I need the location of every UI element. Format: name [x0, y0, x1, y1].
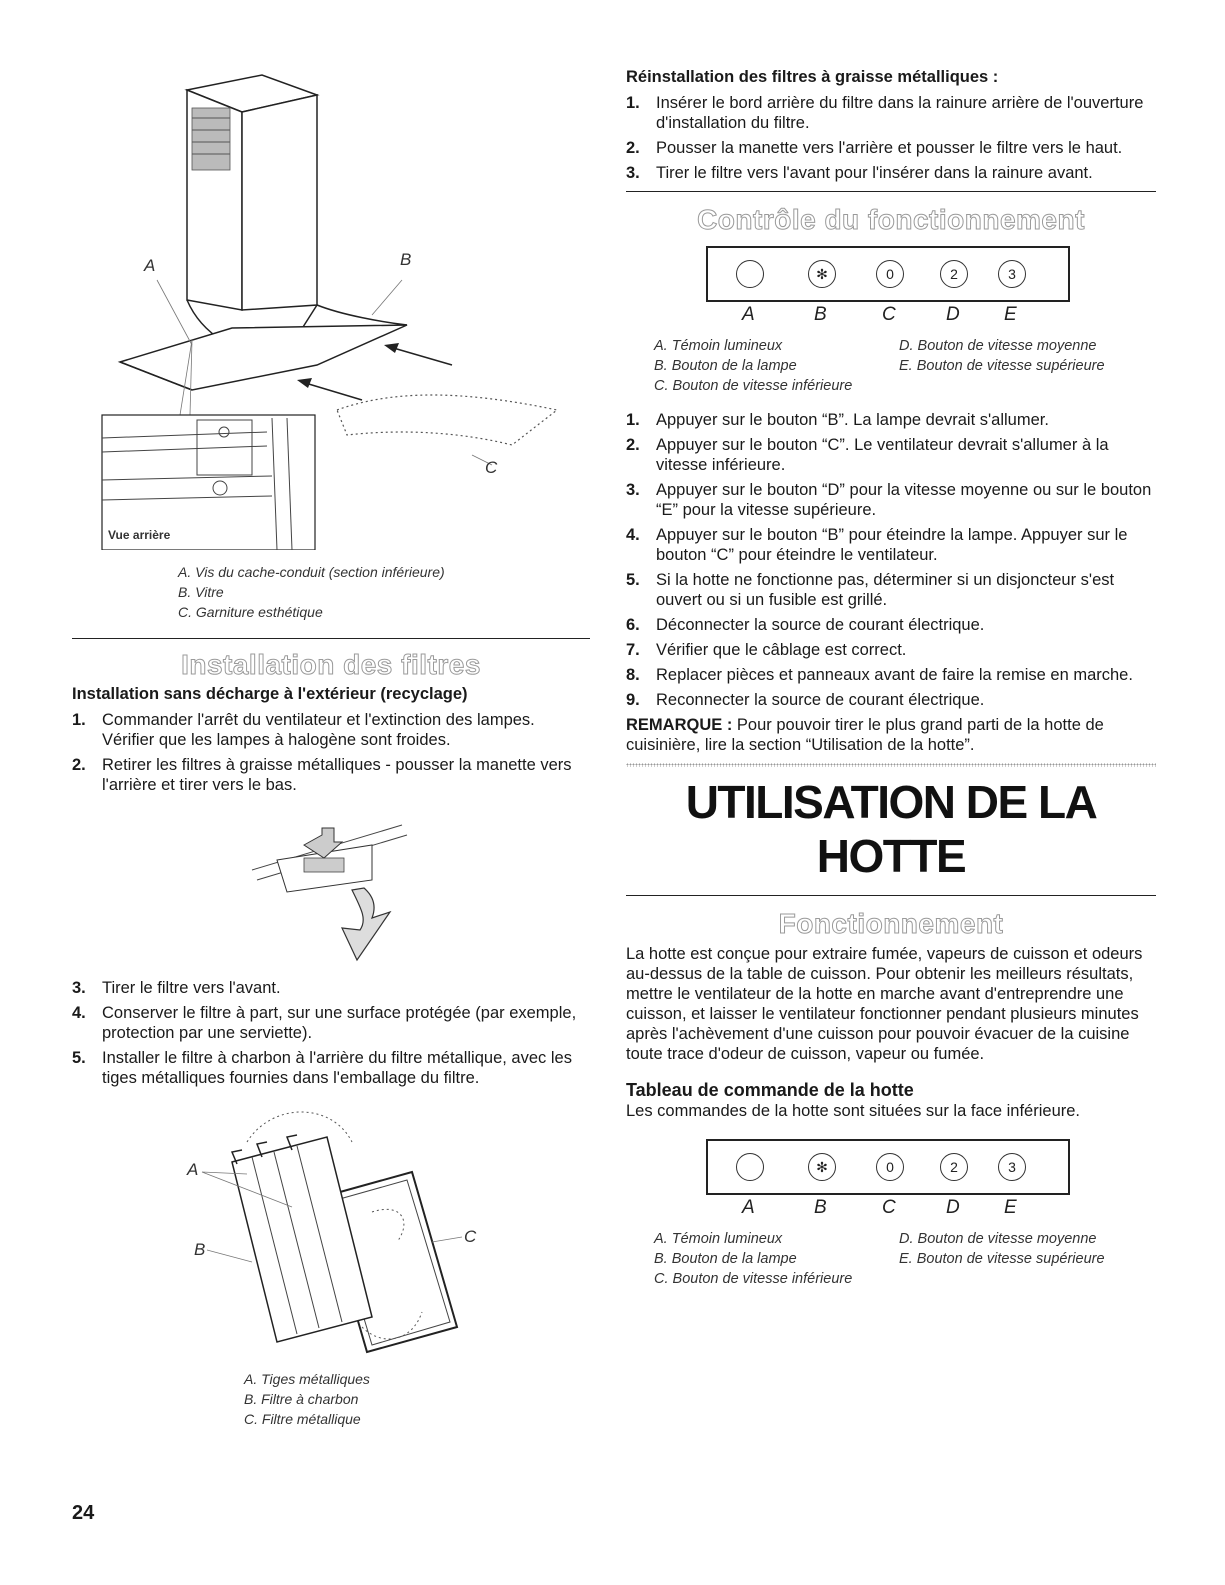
step-number: 5. [626, 571, 640, 589]
reinstall-steps [626, 93, 1156, 183]
control-section-title: Contrôle du fonctionnement [697, 204, 1085, 235]
filters-section-title: Installation des filtres [181, 649, 481, 680]
step-text: Reconnecter la source de courant électrique. [656, 691, 985, 709]
filters-steps-a [72, 710, 590, 795]
list-item [626, 138, 1156, 158]
control-steps [626, 410, 1156, 710]
control-note [626, 715, 1156, 755]
panel-letter: C [882, 304, 896, 325]
step-number: 2. [626, 436, 640, 454]
legend-line: B. Bouton de la lampe [654, 358, 797, 374]
step-text: Retirer les filtres à graisse métalliques - pousser la manette vers l'arrière et tirer vers le bas. [102, 756, 572, 794]
legend-col1 [654, 1229, 899, 1289]
step-text: Vérifier que le câblage est correct. [656, 641, 907, 659]
list-item [626, 640, 1156, 660]
control-legend [654, 336, 1156, 396]
list-item [626, 570, 1156, 610]
caption-line: B. Vitre [178, 584, 224, 600]
section-divider [626, 191, 1156, 192]
legend-line: C. Bouton de vitesse inférieure [654, 1271, 853, 1287]
dotted-divider [626, 763, 1156, 767]
panel-letter: B [814, 1197, 827, 1218]
step-number: 2. [626, 139, 640, 157]
step-text: Insérer le bord arrière du filtre dans la rainure arrière de l'ouverture d'installation du filtre. [656, 94, 1144, 132]
step-text: Appuyer sur le bouton “B”. La lampe devrait s'allumer. [656, 411, 1049, 429]
step-text: Si la hotte ne fonctionne pas, déterminer si un disjoncteur s'est ouvert ou si un fusible est grillé. [656, 571, 1115, 609]
legend-line: D. Bouton de vitesse moyenne [899, 1231, 1097, 1247]
hood-illustration [72, 60, 590, 550]
low-speed-button[interactable]: 0 [876, 1153, 904, 1181]
step-number: 8. [626, 666, 640, 684]
step-text: Appuyer sur le bouton “B” pour éteindre la lampe. Appuyer sur le bouton “C” pour éteindre le ventilateur. [656, 526, 1128, 564]
legend-line: C. Bouton de vitesse inférieure [654, 378, 853, 394]
step-number: 5. [72, 1049, 86, 1067]
step-text: Déconnecter la source de courant électrique. [656, 616, 985, 634]
step-number: 2. [72, 756, 86, 774]
step-number: 3. [626, 481, 640, 499]
list-item [626, 93, 1156, 133]
step-text: Tirer le filtre vers l'avant. [102, 979, 281, 997]
caption-line: C. Garniture esthétique [178, 604, 323, 620]
step-number: 6. [626, 616, 640, 634]
step-text: Replacer pièces et panneaux avant de faire la remise en marche. [656, 666, 1133, 684]
step-text: Tirer le filtre vers l'avant pour l'insérer dans la rainure avant. [656, 164, 1093, 182]
step-number: 4. [72, 1004, 86, 1022]
step-number: 1. [626, 94, 640, 112]
legend-col2 [899, 1229, 1105, 1289]
section-divider [72, 638, 590, 639]
low-speed-button[interactable]: 0 [876, 260, 904, 288]
step-number: 1. [626, 411, 640, 429]
hood-diagram [72, 60, 590, 550]
caption-line: A. Vis du cache-conduit (section inférieure) [178, 564, 445, 580]
caption-line: B. Filtre à charbon [244, 1391, 359, 1407]
list-item [626, 163, 1156, 183]
note-label: REMARQUE : [626, 716, 733, 734]
panel-letter: E [1004, 1197, 1017, 1218]
usage-legend [654, 1229, 1156, 1289]
medium-speed-button[interactable]: 2 [940, 260, 968, 288]
label-b: B [400, 250, 412, 269]
step-text: Commander l'arrêt du ventilateur et l'extinction des lampes. Vérifier que les lampes à halogène sont froides. [102, 711, 535, 749]
usage-title: UTILISATION DE LA HOTTE [685, 776, 1097, 882]
lamp-button[interactable]: ✻ [808, 260, 836, 288]
legend-line: A. Témoin lumineux [654, 1231, 783, 1247]
table-text: Les commandes de la hotte sont situées sur la face inférieure. [626, 1102, 1080, 1120]
list-item [72, 978, 590, 998]
note-text: Pour pouvoir tirer le plus grand parti de la hotte de cuisinière, lire la section “Utilisation de la hotte”. [626, 716, 1104, 754]
step-text: Appuyer sur le bouton “D” pour la vitesse moyenne ou sur le bouton “E” pour la vitesse supérieure. [656, 481, 1152, 519]
list-item [626, 665, 1156, 685]
list-item [72, 710, 590, 750]
step-text: Appuyer sur le bouton “C”. Le ventilateur devrait s'allumer à la vitesse inférieure. [656, 436, 1109, 474]
filter-removal-diagram [72, 800, 590, 978]
legend-line: D. Bouton de vitesse moyenne [899, 338, 1097, 354]
label-a: A [187, 1160, 199, 1179]
list-item [72, 1048, 590, 1088]
label-a: A [144, 256, 156, 275]
left-column [72, 60, 590, 1429]
legend-line: E. Bouton de vitesse supérieure [899, 358, 1105, 374]
step-number: 3. [626, 164, 640, 182]
label-c: C [464, 1227, 477, 1246]
panel-letter: B [814, 304, 827, 325]
list-item [626, 410, 1156, 430]
usage-paragraph: La hotte est conçue pour extraire fumée, vapeurs de cuisson et odeurs au-dessus de la table de cuisson. Pour obtenir les meilleurs résultats, mettre le ventilateur de la hotte en marche avant d'entreprendre une cuisson, et laisser le ventilateur fonctionner pendant plusieurs minutes après l'achèvement d'une cuisson pour pouvoir évacuer de la cuisine toute trace d'odeur de cuisson, vapeur ou fumée. [626, 945, 1143, 1063]
step-text: Conserver le filtre à part, sur une surface protégée (par exemple, protection par une serviette). [102, 1004, 577, 1042]
control-panel [706, 246, 1070, 302]
caption-line: C. Filtre métallique [244, 1411, 361, 1427]
list-item [626, 435, 1156, 475]
right-column [626, 60, 1156, 1289]
reinstall-title: Réinstallation des filtres à graisse métalliques : [626, 68, 999, 86]
panel-letters-2 [706, 1195, 1066, 1221]
filters-steps-b [72, 978, 590, 1088]
step-number: 1. [72, 711, 86, 729]
step-number: 7. [626, 641, 640, 659]
list-item [72, 755, 590, 795]
legend-line: A. Témoin lumineux [654, 338, 783, 354]
high-speed-button[interactable]: 3 [998, 1153, 1026, 1181]
charcoal-filter-diagram [72, 1102, 590, 1357]
panel-letter: A [742, 304, 755, 325]
label-b: B [194, 1240, 206, 1259]
fig1-caption [178, 562, 590, 622]
high-speed-button[interactable]: 3 [998, 260, 1026, 288]
step-text: Installer le filtre à charbon à l'arrière du filtre métallique, avec les tiges métalliques fournies dans l'emballage du filtre. [102, 1049, 572, 1087]
charcoal-filter-illustration [72, 1102, 590, 1357]
filters-subtitle: Installation sans décharge à l'extérieur (recyclage) [72, 685, 468, 703]
list-item [72, 1003, 590, 1043]
list-item [626, 480, 1156, 520]
step-text: Pousser la manette vers l'arrière et pousser le filtre vers le haut. [656, 139, 1123, 157]
label-c: C [485, 458, 498, 477]
panel-letters [706, 302, 1066, 328]
panel-letter: D [946, 1197, 960, 1218]
inset-label: Vue arrière [108, 528, 171, 542]
panel-letter: C [882, 1197, 896, 1218]
usage-section-title: Fonctionnement [778, 908, 1004, 939]
list-item [626, 615, 1156, 635]
filter-removal-illustration [72, 800, 590, 978]
caption-line: A. Tiges métalliques [244, 1371, 370, 1387]
legend-col1 [654, 336, 899, 396]
step-number: 9. [626, 691, 640, 709]
legend-line: E. Bouton de vitesse supérieure [899, 1251, 1105, 1267]
list-item [626, 525, 1156, 565]
panel-letter: E [1004, 304, 1017, 325]
section-divider [626, 895, 1156, 896]
lamp-button[interactable]: ✻ [808, 1153, 836, 1181]
step-number: 3. [72, 979, 86, 997]
list-item [626, 690, 1156, 710]
panel-letter: D [946, 304, 960, 325]
indicator-light-icon [736, 260, 764, 288]
page-number: 24 [72, 1502, 95, 1524]
fig3-caption [244, 1369, 590, 1429]
indicator-light-icon [736, 1153, 764, 1181]
medium-speed-button[interactable]: 2 [940, 1153, 968, 1181]
panel-letter: A [742, 1197, 755, 1218]
legend-col2 [899, 336, 1105, 396]
table-title: Tableau de commande de la hotte [626, 1080, 914, 1100]
legend-line: B. Bouton de la lampe [654, 1251, 797, 1267]
step-number: 4. [626, 526, 640, 544]
control-panel-2 [706, 1139, 1070, 1195]
